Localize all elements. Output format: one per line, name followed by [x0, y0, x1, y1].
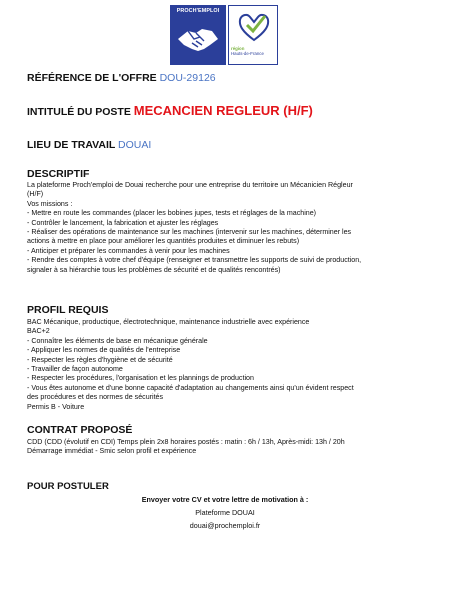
profile-line: - Connaître les éléments de base en mécanique générale	[27, 336, 208, 345]
profile-line: des procédures et des normes de sécurités	[27, 393, 164, 402]
apply-body	[0, 493, 450, 532]
region-heart-icon	[237, 10, 271, 44]
contract-heading: CONTRAT PROPOSÉ	[27, 424, 133, 436]
profile-line: - Travailler de façon autonome	[27, 365, 123, 374]
apply-platform: Plateforme DOUAI	[195, 508, 255, 517]
description-heading: DESCRIPTIF	[27, 168, 90, 180]
profile-line: Permis B - Voiture	[27, 402, 85, 411]
reference-line	[27, 72, 216, 84]
handshake-icon	[176, 19, 220, 59]
region-prefix: région	[231, 46, 245, 51]
reference-label: RÉFÉRENCE DE L'OFFRE	[27, 72, 157, 84]
profile-line: - Vous êtes autonome et d'une bonne capacité d'adaptation au changements ainsi qu'un évident respect	[27, 383, 354, 392]
contract-line: Démarrage immédiat - Smic selon profil et expérience	[27, 447, 197, 456]
profile-line: - Respecter les procédures, l'organisation et les plannings de production	[27, 374, 254, 383]
profile-body	[27, 318, 354, 412]
description-line: - Contrôler le lancement, la fabrication et ajuster les réglages	[27, 218, 219, 227]
description-line: Vos missions :	[27, 199, 73, 208]
prochemploi-logo	[170, 5, 226, 65]
apply-email[interactable]: douai@prochemploi.fr	[189, 521, 261, 530]
reference-value: DOU-29126	[159, 72, 216, 84]
job-title-line	[27, 103, 313, 118]
region-name: Hauts-de-France	[231, 51, 264, 56]
profile-line: BAC+2	[27, 327, 50, 336]
description-line: - Anticiper et préparer les commandes à venir pour les machines	[27, 246, 230, 255]
header-logos	[170, 5, 280, 67]
contract-body	[27, 438, 345, 457]
description-line: - Réaliser des opérations de maintenance sur les machines (intervenir sur les machines, déterminer les	[27, 228, 352, 237]
description-body	[27, 181, 361, 275]
contract-line: CDD (CDD (évolutif en CDI) Temps plein 2x8 horaires postés : matin : 6h / 13h, Après-midi: 13h / 20h	[27, 438, 345, 446]
job-title-value: MECANCIEN REGLEUR (H/F)	[133, 103, 313, 118]
location-label: LIEU DE TRAVAIL	[27, 139, 116, 151]
region-logo	[228, 5, 278, 65]
location-value: DOUAI	[118, 139, 152, 151]
prochemploi-logo-text: PROCH'EMPLOI	[176, 8, 220, 14]
region-logo-text	[231, 46, 277, 56]
profile-line: BAC Mécanique, productique, électrotechnique, maintenance industrielle avec expérience	[27, 318, 310, 326]
job-title-label: INTITULÉ DU POSTE	[27, 106, 131, 118]
location-line	[27, 139, 151, 151]
description-line: (H/F)	[27, 190, 44, 199]
apply-heading: POUR POSTULER	[27, 481, 109, 492]
description-line: actions à mettre en place pour améliorer les quantités produites et diminuer les rebuts)	[27, 237, 300, 246]
profile-heading: PROFIL REQUIS	[27, 304, 109, 316]
description-line: signaler à sa hiérarchie tous les problèmes de sécurité et de qualités rencontrés)	[27, 265, 281, 274]
apply-instruction: Envoyer votre CV et votre lettre de motivation à :	[141, 495, 309, 504]
profile-line: - Respecter les règles d'hygiène et de sécurité	[27, 355, 173, 364]
description-line: La plateforme Proch'emploi de Douai recherche pour une entreprise du territoire un Mécanicien Régleur	[27, 181, 353, 189]
description-line: - Rendre des comptes à votre chef d'équipe (renseigner et transmettre les supports de suivi de production,	[27, 256, 362, 265]
description-line: - Mettre en route les commandes (placer les bobines jupes, tests et réglages de la machine)	[27, 209, 317, 218]
profile-line: - Appliquer les normes de qualités de l'entreprise	[27, 346, 181, 355]
